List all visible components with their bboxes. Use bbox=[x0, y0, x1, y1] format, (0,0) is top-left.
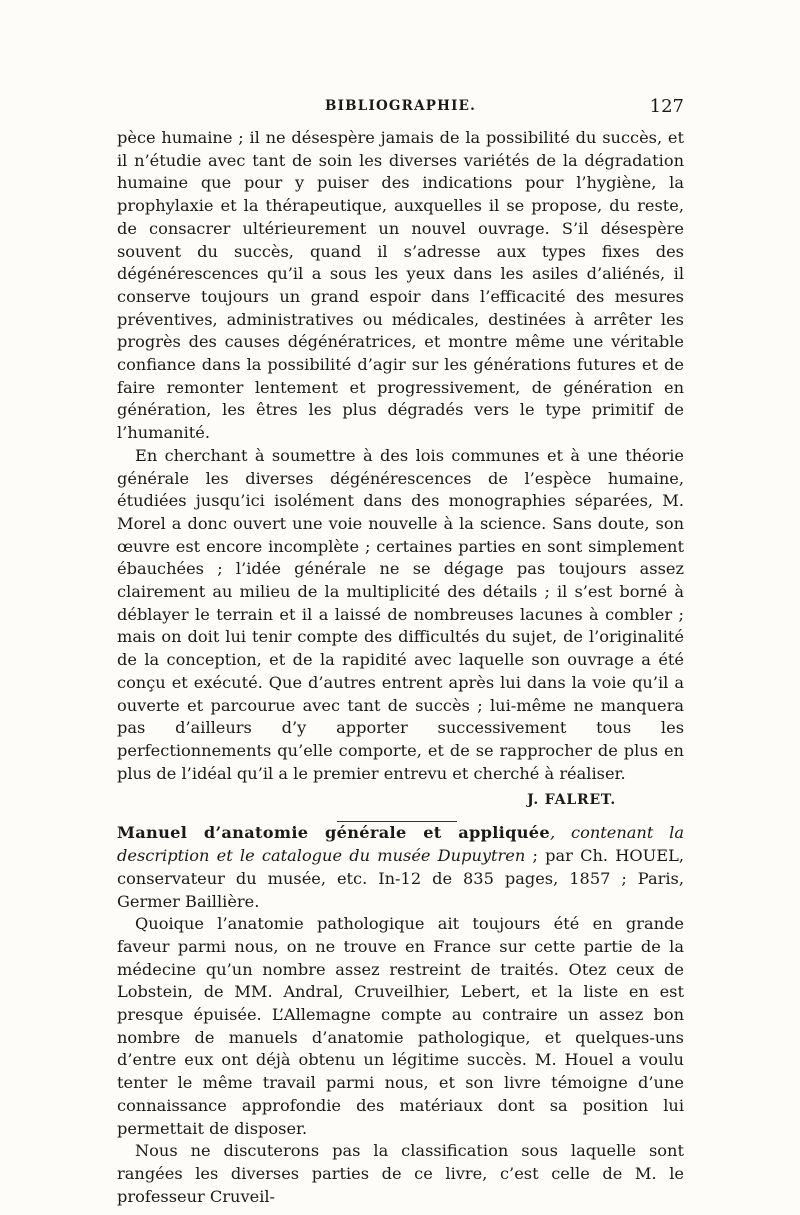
review-book-details: ; par Ch. HOUEL, conservateur du musée, etc. In-12 de 835 pages, 1857 ; Paris, Germer Baillière. bbox=[117, 846, 684, 911]
paragraph-continuation: pèce humaine ; il ne désespère jamais de la possibilité du succès, et il n’étudie avec tant de soin les diverses variétés de la dégradation humaine que pour y puiser des indications pour l’hygiène, la prophylaxie et la thérapeutique, auxquelles il se propose, du reste, de consacrer ultérieurement un nouvel ouvrage. S’il désespère souvent du succès, quand il s’adresse aux types fixes des dégénérescences qu’il a sous les yeux dans les asiles d’aliénés, il conserve toujours un grand espoir dans l’efficacité des mesures préventives, administratives ou médicales, destinées à arrêter les progrès des causes dégénératrices, et montre même une véritable confiance dans la possibilité d’agir sur les générations futures et de faire remonter lentement et progressivement, de génération en génération, les êtres les plus dégradés vers le type primitif de l’humanité. bbox=[117, 128, 684, 443]
page-number: 127 bbox=[649, 96, 684, 117]
running-title: BIBLIOGRAPHIE. bbox=[325, 98, 476, 114]
paragraph-conclusion: En cherchant à soumettre à des lois communes et à une théorie générale les diverses dégénérescences de l’espèce humaine, étudiées jusqu’ici isolément dans des monographies séparées, M. Morel a donc ouvert une voie nouvelle à la science. Sans doute, son œuvre est encore incomplète ; certaines parties en sont simplement ébauchées ; l’idée générale ne se dégage pas toujours assez clairement au milieu de la multiplicité des détails ; il s’est borné à déblayer le terrain et il a laissé de nombreuses lacunes à combler ; mais on doit lui tenir compte des difficultés du sujet, de l’originalité de la conception, et de la rapidité avec laquelle son ouvrage a été conçu et exécuté. Que d’autres entrent après lui dans la voie qu’il a ouverte et parcourue avec tant de succès ; lui-même ne manquera pas d’ailleurs d’y apporter successivement tous les perfectionnements qu’elle comporte, et de se rapprocher de plus en plus de l’idéal qu’il a le premier entrevu et cherché à réaliser. bbox=[117, 445, 684, 783]
review-heading bbox=[117, 822, 684, 913]
review-paragraph-2: Nous ne discuterons pas la classification sous laquelle sont rangées les diverses parties de ce livre, c’est celle de M. le professeur Cruveil- bbox=[117, 1141, 684, 1206]
page-body bbox=[117, 127, 684, 1208]
review-book-title: Manuel d’anatomie générale et appliquée bbox=[117, 823, 551, 843]
running-header bbox=[117, 98, 684, 122]
review-book-subtitle: , contenant la description et le catalogue du musée Dupuytren bbox=[117, 823, 684, 866]
author-signature: J. FALRET. bbox=[527, 792, 616, 809]
review-paragraph-1: Quoique l’anatomie pathologique ait toujours été en grande faveur parmi nous, on ne trouve en France sur cette partie de la médecine qu’un nombre assez restreint de traités. Otez ceux de Lobstein, de MM. Andral, Cruveilhier, Lebert, et la liste en est presque épuisée. L’Allemagne compte au contraire un assez bon nombre de manuels d’anatomie pathologique, et quelques-uns d’entre eux ont déjà obtenu un légitime succès. M. Houel a voulu tenter le même travail parmi nous, et son livre témoigne d’une connaissance approfondie des matériaux dont sa position lui permettait de disposer. bbox=[117, 914, 684, 1138]
